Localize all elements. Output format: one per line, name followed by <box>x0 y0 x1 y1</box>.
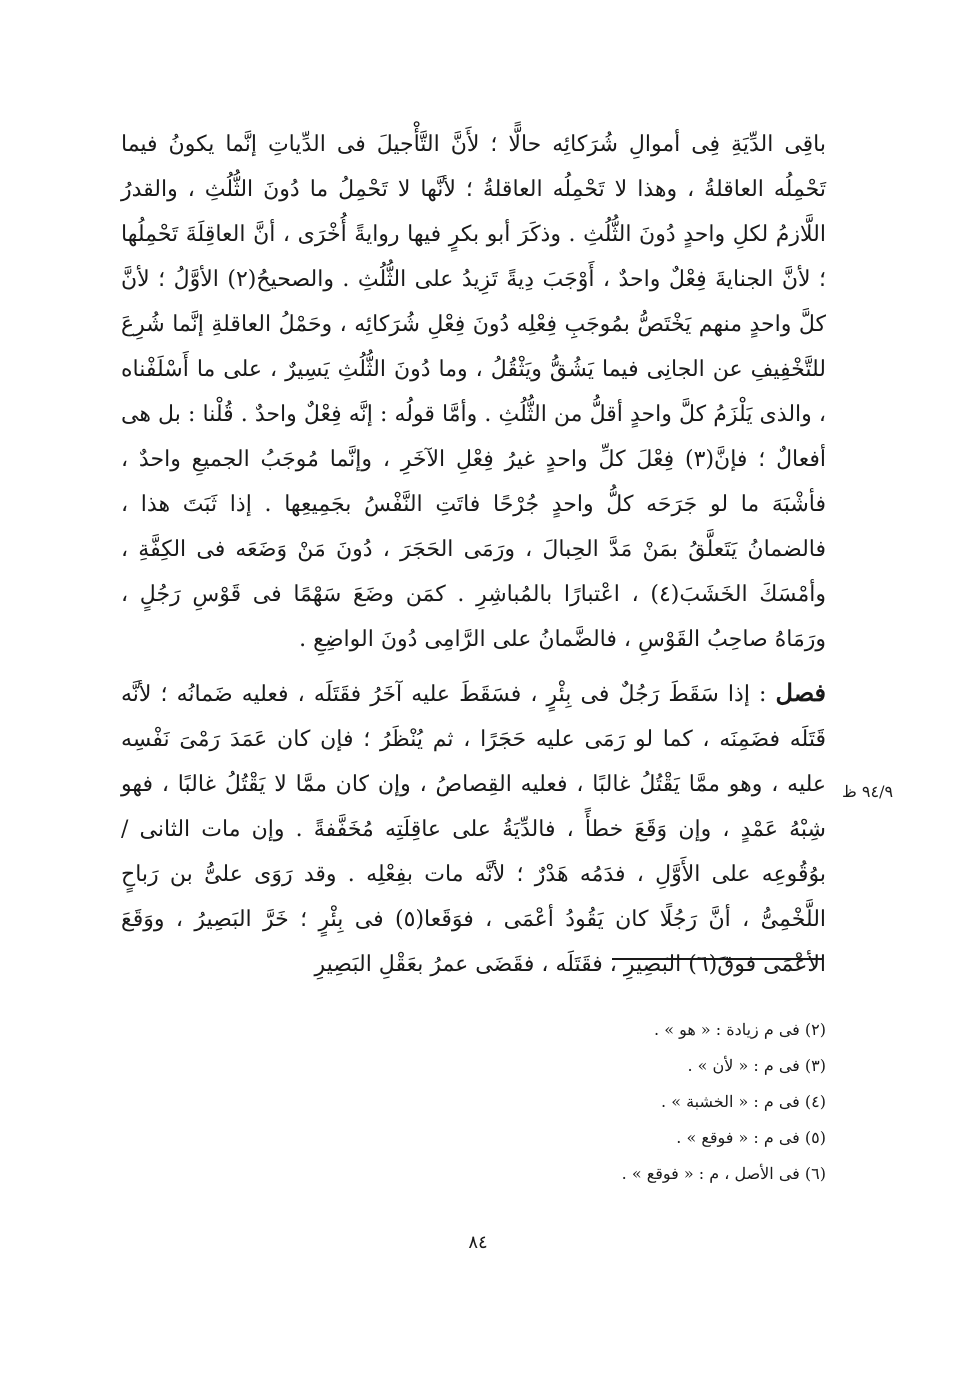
footnote-4: (٤) فى م : « الخشبة » . <box>661 1092 826 1111</box>
footnote-3: (٣) فى م : « لأن » . <box>687 1056 826 1075</box>
footnote-6: (٦) فى الأصل ، م : « فوقع » . <box>621 1164 826 1183</box>
manuscript-folio-note: ٩٤/٩ ظ <box>842 782 894 801</box>
section-heading: فصل <box>775 678 827 707</box>
page-number: ٨٤ <box>468 1232 488 1253</box>
paragraph-1: باقِى الدِّيَةِ فِى أموالِ شُرَكائِه حالًّا ؛ لأَنَّ التَّأْجيلَ فى الدِّياتِ إنَّما يكونُ فيما تَحْمِلُه العاقلةُ ، وهذا لا تَحْمِلُه العاقلةُ ؛ لأنَّها لا تَحْمِلُ ما دُونَ الثُّلُثِ ، والقدرُ اللَّازمُ لكلِ واحدٍ دُونَ الثُّلُثِ . وذكَرَ أبو بكرٍ فيها روايةً أُخْرَى ، أنَّ العاقِلَةَ تَحْمِلُها ؛ لأنَّ الجنايةَ فِعْلٌ واحدٌ ، أَوْجَبَ دِيةً تَزِيدُ على الثُّلُثِ . والصحيحُ(٢) الأوَّلُ ؛ لأنَّ كلَّ واحدٍ منهم يَخْتَصُّ بمُوجَبِ فِعْلِه دُونَ فِعْلِ شُرَكائِه ، وحَمْلُ العاقلةِ إنَّما شُرِعَ للتَّخْفِيفِ عن الجانِى فيما يَشُقُّ ويَثْقُلُ ، وما دُونَ الثُّلُثِ يَسِيرٌ ، على ما أَسْلَفْناه ، والذى يَلْزَمُ كلَّ واحدٍ أقلُّ من الثُّلُثِ . وأمَّا قولُه : إنَّه فِعْلٌ واحدٌ . قُلْنا : بل هى أفعالٌ ؛ فإنَّ(٣) فِعْلَ كلِّ واحدٍ غيرُ فِعْلِ الآخَرِ ، وإنَّما مُوجَبُ الجميعِ واحدٌ ، فأشْبَهَ ما لو جَرَحَه كلُّ واحدٍ جُرْحًا فاتَتِ النَّفْسُ بجَمِيعِها . إذا ثَبَتَ هذا ، فالضمانُ يَتَعلَّقُ بمَنْ مَدَّ الحِبالَ ، ورَمَى الحَجَرَ ، دُونَ مَنْ وَضَعَه فى الكِفَّةِ ، وأمْسَكَ الخَشَبَ(٤) ، اعْتبارًا بالمُباشِرِ . كمَن وضَعَ سَهْمًا فى قَوْسِ رَجُلٍ ، ورَمَاهُ صاحِبُ القَوْسِ ، فالضَّمانُ على الرَّامِى دُونَ الواضِعِ . <box>121 132 826 652</box>
paragraph-2 <box>121 670 826 987</box>
main-text <box>121 122 826 987</box>
footnotes <box>326 1012 826 1192</box>
footnote-separator <box>612 958 822 960</box>
paragraph-2-text: : إذا سَقَطَ رَجُلٌ فى بِئْرٍ ، فسَقَطَ عليه آخَرُ فقَتَلَه ، فعليه ضَمانُه ؛ لأنَّه قَتَلَه فضَمِنَه ، كما لو رَمَى عليه حَجَرًا ، ثم يُنْظَرُ ؛ فإن كان عَمَدَ رَمْىَ نَفْسِه عليه ، وهو ممَّا يَقْتُلُ غالبًا ، فعليه القِصاصُ ، وإن كان ممَّا لا يَقْتُلُ غالبًا ، فهو شِبْهُ عَمْدٍ ، وإن وَقَعَ خطأً ، فالدِّيَةُ على عاقِلَتِه مُخَفَّفةً . وإن مات الثانى / بوُقُوعِه على الأَوَّلِ ، فدَمُه هَدْرٌ ؛ لأنَّه مات بفِعْلِه . وقد رَوَى علىُّ بن رَباحٍ اللَّخْمِىُّ ، أنَّ رَجُلًا كان يَقُودُ أعْمَى ، فوَقَعا(٥) فى بِئْرٍ ؛ خَرَّ البَصِيرُ ، ووَقَعَ الأعْمَى فوقَ(٦) البَصِيرِ ، فقَتَلَه ، فقَضَى عمرُ بعَقْلِ البَصِيرِ <box>121 682 827 977</box>
footnote-2: (٢) فى م زيادة : « هو » . <box>654 1020 826 1039</box>
footnote-5: (٥) فى م : « فوقع » . <box>676 1128 826 1147</box>
